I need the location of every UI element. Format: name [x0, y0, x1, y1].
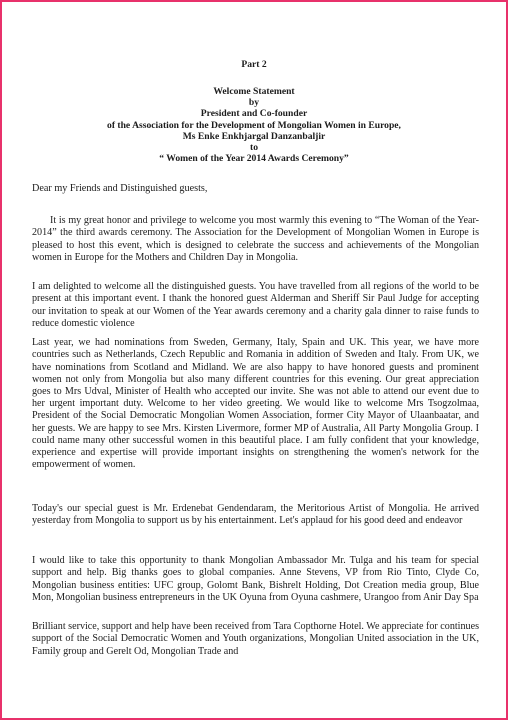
heading-line: Ms Enke Enkhjargal Danzanbaljir [182, 130, 326, 142]
body-paragraph: It is my great honor and privilege to welcome you most warmly this evening to “The Woman of the Year-2014” the third awards ceremony. The Association for the Development of Mongolian Women in Europe is pleased to host this event, which is designed to celebrate the success and achievements of the Mongolian women in Europe for the Mothers and Children Day in Mongolia. [32, 215, 479, 263]
body-paragraph: I would like to take this opportunity to thank Mongolian Ambassador Mr. Tulga and his team for special support and help. Big thanks goes to global companies. Anne Stevens, VP from Rio Tinto, Clyde Co, Mongolian business entities: UFC group, Golomt Bank, Bishrelt Holding, Dot Creation media group, Blue Mon, Mongolian business entrepreneurs in the UK Oyuna from Oyuna cashmere, Urangoo from Anir Day Spa [32, 555, 479, 603]
statement-heading [0, 86, 508, 164]
heading-line: by [248, 97, 260, 109]
body-paragraph: Brilliant service, support and help have been received from Tara Copthorne Hotel. We appreciate for continues support of the Social Democratic Women and Youth organizations, Mongolian United association in the UK, Family group and Gerelt Od, Mongolian Trade and [32, 621, 479, 657]
heading-line: to [250, 142, 258, 154]
heading-line: of the Association for the Development of Mongolian Women in Europe, [107, 119, 401, 131]
heading-line: President and Co-founder [200, 108, 308, 120]
body-paragraph: Last year, we had nominations from Sweden, Germany, Italy, Spain and UK. This year, we have more countries such as Netherlands, Czech Republic and Romania in addition of Sweden and Italy. From UK, we have nominations from Scotland and Midland. We are also happy to have honored guests and prominent women not only from Mongolia but also many different countries for this evening. Our great appreciation goes to Mrs Udval, Minister of Health who accepted our invite. She was not able to attend our event due to her urgent important duty. Welcome to her video greeting. We would like to welcome Mrs Tsogzolmaa, President of the Social Democratic Mongolian Women Association, former City Mayor of Ulaanbaatar, and her guests. We are happy to see Mrs. Kirsten Livermore, former MP of Australia, All Party Mongolia Group. I could name many other successful women in this beautiful place. I am fully confident that your knowledge, experience and expertise will provide important insights on strengthening the women's network for the empowerment of women. [32, 337, 479, 471]
body-paragraph: Today's our special guest is Mr. Erdenebat Gendendaram, the Meritorious Artist of Mongolia. He arrived yesterday from Mongolia to support us by his entertainment. Let's applaud for his good deed and endeavor [32, 503, 479, 527]
part-label: Part 2 [241, 59, 267, 70]
body-paragraph: I am delighted to welcome all the distinguished guests. You have travelled from all regions of the world to be present at this important event. I thank the honored guest Alderman and Sheriff Sir Paul Judge for accepting our invitation to speak at our Women of the Year awards ceremony and a charity gala dinner to raise funds to reduce domestic violence [32, 281, 479, 329]
heading-line: Welcome Statement [213, 86, 295, 97]
heading-line: “ Women of the Year 2014 Awards Ceremony” [159, 153, 349, 165]
salutation: Dear my Friends and Distinguished guests, [32, 183, 208, 194]
